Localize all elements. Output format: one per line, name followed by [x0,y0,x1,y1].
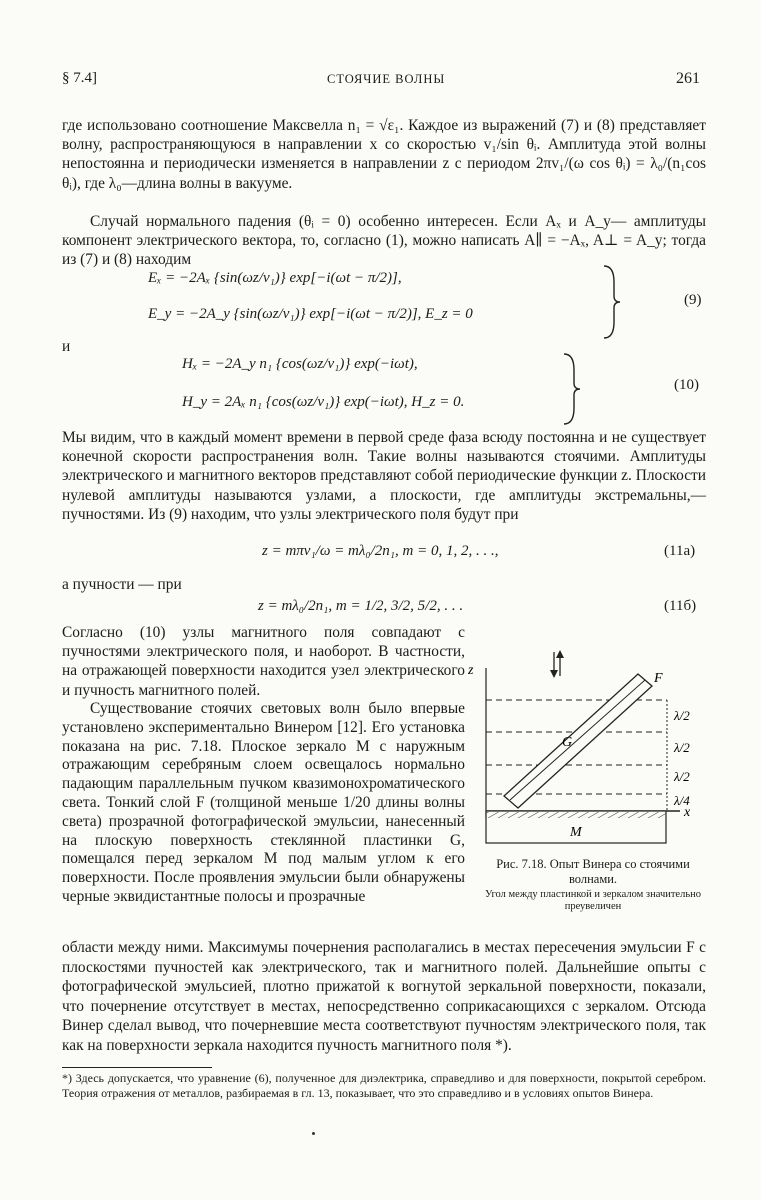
figure-caption-text: Рис. 7.18. Опыт Винера со стоячими волнами. [496,857,690,886]
glass-label: G [562,735,573,750]
dimension-label-1: λ/2 [674,708,690,723]
emulsion-label: F [654,671,663,686]
dimension-label-2: λ/2 [674,740,690,755]
brace-10 [560,350,584,428]
paragraph-and: и [62,338,71,355]
equation-number-10: (10) [674,377,699,393]
paragraph-wiener-continued: области между ними. Максимумы почернения располагались в местах пересечения эмульсии F с плоскостями пучностей как электрического, так и магнитного полей. Дальнейшие опыты с фотографической эмульсией, плотно прижатой к вогнутой зеркальной поверхности, показали, что почернение отсутствует в местах, непосредственно соприкасающихся с зеркалом. Отсюда Винер сделал вывод, что почерневшие места соответствуют пучностям электрического поля, так как на поверхности зеркала находится пучность магнитного поля *). [62,939,706,1054]
footnote-rule [62,1067,212,1068]
equation-number-11b: (11б) [664,598,697,614]
equation-number-9: (9) [684,292,702,308]
page-mark [312,1132,315,1135]
section-number: § 7.4] [62,70,97,86]
figure-7-18 [462,648,712,848]
figure-subcaption: Угол между пластинкой и зеркалом значительно преувеличен [485,889,701,912]
paragraph-magnetic-nodes-body: Согласно (10) узлы магнитного поля совпадают с пучностями электрического поля, и наоборот. В частности, на отражающей поверхности находится узел электрического и пучность магнитного полей. [62,624,465,699]
paragraph-2: Случай нормального падения (θᵢ = 0) особенно интересен. Если Aₓ и A_y— амплитуды компонент электрического вектора, то, согласно (1), можно написать A∥ = −Aₓ, A⊥ = A_y; тогда из (7) и (8) находим [62,213,706,269]
z-axis-label: z [468,663,474,678]
equation-ey: E_y = −2A_y {sin(ωz/v₁)} exp[−i(ωt − π/2)], E_z = 0 [148,306,473,322]
running-title: СТОЯЧИЕ ВОЛНЫ [327,72,446,86]
equation-hx: Hₓ = −2A_y n₁ {cos(ωz/v₁)} exp(−iωt), [182,356,418,372]
equation-number-11a: (11а) [664,543,696,559]
x-axis-label: x [684,805,691,820]
equation-nodes: z = mπv₁/ω = mλ₀/2n₁, m = 0, 1, 2, . . ., [262,543,499,559]
silver-layer [486,812,666,818]
paragraph-1: где использовано соотношение Максвелла n₁ = √ε₁. Каждое из выражений (7) и (8) представляет волну, распространяющуюся в направлении x со скоростью v₁/sin θᵢ. Амплитуда этой волны непостоянна и периодически изменяется в направлении z с периодом 2πv₁/(ω cos θᵢ) = λ₀/(n₁cos θᵢ), где λ₀—длина волны в вакууме. [62,117,706,192]
equation-ex: Eₓ = −2Aₓ {sin(ωz/v₁)} exp[−i(ωt − π/2)], [148,270,402,286]
paragraph-wiener: Существование стоячих световых волн было впервые установлено экспериментально Винером [12]. Его установка показана на рис. 7.18. Плоское зеркало M с наружным отражающим серебряным слоем освещалось нормально падающим параллельным пучком квазимонохроматического света. Тонкий слой F (толщиной меньше 1/20 длины волны света) прозрачной фотографической эмульсии, нанесенный на плоскую поверхность стеклянной пластинки G, помещался перед зеркалом M под малым углом к его поверхности. После проявления эмульсии были обнаружены черные эквидистантные полосы и прозрачные [62,700,465,905]
dimension-label-3: λ/2 [674,769,690,784]
dimension-label-4: λ/4 [674,793,690,808]
mirror-label: M [570,825,582,840]
incident-arrowhead [550,670,558,678]
figure-caption [475,857,711,913]
paragraph-antinodes-intro: а пучности — при [62,576,182,593]
page-number: 261 [676,70,700,87]
emulsion-layer [510,680,645,800]
equation-antinodes: z = mλ₀/2n₁, m = 1/2, 3/2, 5/2, . . . [258,598,464,614]
equation-hy: H_y = 2Aₓ n₁ {cos(ωz/v₁)} exp(−iωt), H_z = 0. [182,394,465,410]
paragraph-standing-waves: Мы видим, что в каждый момент времени в первой среде фаза всюду постоянна и не существует конечной скорости распространения волн. Такие волны называются стоячими. Амплитуды электрического и магнитного векторов представляют собой периодические функции z. Плоскости нулевой амплитуды называются узлами, а плоскости, где амплитуды экстремальны,— пучностями. Из (9) находим, что узлы электрического поля будут при [62,429,706,523]
footnote: *) Здесь допускается, что уравнение (6), полученное для диэлектрика, справедливо и для поверхности, покрытой серебром. Теория отражения от металлов, разбираемая в гл. 13, показывает, что это справедливо и в условиях опытов Винера. [62,1071,706,1100]
brace-9 [600,262,624,342]
reflected-arrowhead [556,650,564,658]
